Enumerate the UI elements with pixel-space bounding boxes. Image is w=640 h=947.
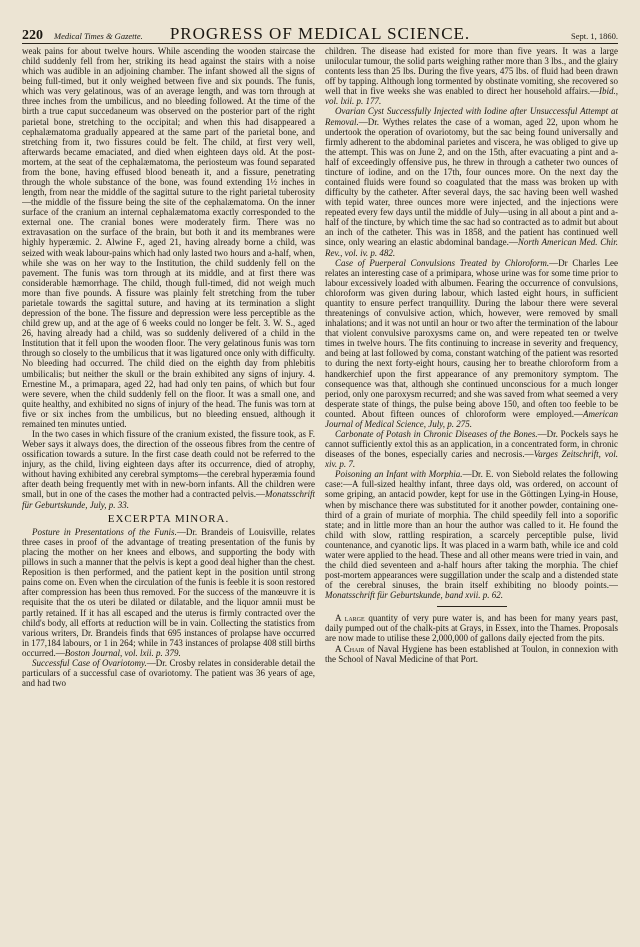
paragraph: Carbonate of Potash in Chronic Diseases of the Bones.—Dr. Pockels says he cannot sufficiently extol this as an application, in a concentrated form, in chronic diseases of the bones, especially caries and necrosis.—Varges Zeitschrift, vol. xiv. p. 7. [325,428,618,470]
paragraph: Poisoning an Infant with Morphia.—Dr. E. von Siebold relates the following case:—A full-sized healthy infant, three days old, was ordered, on account of some griping, an antacid powder, kept for use in the Göttingen Lying-in House, when by mischance there was substituted for it another powder, containing one-third of a grain of muriate of morphia. The child speedily fell into a soporific state; and in little more than an hour the author was called to it. He found the child with slow, rattling respiration, a scarcely perceptible pulse, livid countenance, and cyanotic lips. It was placed in a warm bath, while ice and cold water were applied to the head. These and all other means were tried in vain, and the child died seventeen and a-half hours after taking the morphia. The chief post-mortem appearances were suggillation under the scalp and a distended state of the cerebral sinuses, the brain itself exhibiting no bloody points.—Monatsschrift für Geburtskunde, band xvii. p. 62. [325,469,618,601]
item-title: Poisoning an Infant with Morphia. [335,469,463,480]
section-divider [437,606,507,607]
citation: Ibid., vol. lxii. p. 177. [325,86,618,107]
citation: North American Med. Chir. Rev., vol. iv. p. 482. [325,237,618,258]
right-column [325,46,618,939]
left-column [22,46,315,939]
page-header [22,22,618,44]
paragraph: A Chair of Naval Hygiene has been established at Toulon, in connexion with the School of Naval Medicine of that Port. [325,643,618,664]
page-number: 220 [22,28,43,43]
citation: American Journal of Medical Science, July, p. 275. [325,408,618,429]
lead-in: A large [335,613,365,624]
item-title: Posture in Presentations of the Funis. [32,526,177,537]
citation: Boston Journal, vol. lxii. p. 379. [64,647,181,658]
paragraph: In the two cases in which fissure of the cranium existed, the fissure took, as F. Weber says it always does, the direction of the osseous fibres from the centre of ossification towards a suture. In the first case death could not be referred to the injury, as the child, living eighteen days after its occurrence, died of atrophy, without having exhibited any cerebral symptoms—the cerebral hyperæmia found after death being frequently met with in new-born infants. All the children were small, but in one of the cases the mother had a contracted pelvis.—Monatsschrift für Geburtskunde, July, p. 33. [22,428,315,510]
item-title: Carbonate of Potash in Chronic Diseases of the Bones. [335,428,538,439]
paragraph: children. The disease had existed for more than five years. It was a large unilocular tumour, the solid parts weighing rather more than 3 lbs., and the glairy contents less than 25 lbs. During the five years, 475 lbs. of fluid had been drawn off by tapping. Although long tormented by obstinate vomiting, she recovered so well that in five weeks she was enabled to direct her household affairs.—Ibid., vol. lxii. p. 177. [325,46,618,107]
lead-in: A Chair [335,643,365,654]
paragraph: Case of Puerperal Convulsions Treated by Chloroform.—Dr Charles Lee relates an interesting case of a primipara, whose urine was for some time prior to labour excessively loaded with albumen. Fearing the occurrence of convulsions, chloroform was given during labour, which lasted eight hours, in sufficient quantity to ensure perfect tranquillity. During the labour there were several threatenings of convulsive action, which, however, were removed by small inhalations; and it was not until an hour or two after the termination of the labour that violent convulsive paroxysms came on, and were repeated ten or twelve times in twelve hours. The fits continuing to increase in severity and frequency, and being at last followed by coma, constant watching of the patient was resorted to during the next forty-eight hours, causing her to breathe chloroform from a handkerchief upon the first appearance of any premonitory symptom. The consequence was that, although she continued unconscious for a much longer period, only one paroxysm recurred; and she was saved from what seemed a very desperate state of things, the pulse being above 150, and often too feeble to be counted. About fifteen ounces of chloroform were employed.—American Journal of Medical Science, July, p. 275. [325,257,618,429]
item-title: Successful Case of Ovariotomy. [32,657,147,668]
item-title: Ovarian Cyst Successfully Injected with Iodine after Unsuccessful Attempt at Removal. [325,106,618,127]
citation: Varges Zeitschrift, vol. xiv. p. 7. [325,449,618,470]
section-heading: EXCERPTA MINORA. [107,512,230,525]
paragraph: Successful Case of Ovariotomy.—Dr. Crosby relates in considerable detail the particulars of a successful case of ovariotomy. The patient was 36 years of age, and had two [22,657,315,689]
publication-name: Medical Times & Gazette. [54,31,143,41]
issue-date: Sept. 1, 1860. [571,31,618,41]
paragraph: A large quantity of very pure water is, and has been for many years past, daily pumped out of the chalk-pits at Grays, in Essex, into the Thames. Proposals are now made to utilise these 2,000,000 of gallons daily ejected from the pits. [325,613,618,644]
paragraph: Ovarian Cyst Successfully Injected with Iodine after Unsuccessful Attempt at Removal.—Dr. Wythes relates the case of a woman, aged 22, upon whom he undertook the operation of ovariotomy, but the sac being found universally and firmly adherent to the abdominal parietes and viscera, he was obliged to give up the attempt. This was on June 2, and on the 15th, after evacuating a pint and a-half of exceedingly offensive pus, he threw in through a catheter two ounces of tincture of iodine, and on the 17th, four ounces more. On the next day the contained fluids were found so coagulated that the mass was broken up with difficulty by the catheter. After several days, the sac having been well washed with tepid water, three ounces more were injected, and the injections were repeated every few days until the middle of July—using in all about a pint and a-half of the tincture, by which time the sac had so contracted as to admit but about an inch of the catheter. This was in 1858, and the patient has continued well since, only wearing an elastic abdominal bandage.—North American Med. Chir. Rev., vol. iv. p. 482. [325,106,618,258]
header-rule [22,43,618,44]
text-columns [22,46,618,939]
paragraph: weak pains for about twelve hours. While ascending the wooden staircase the child suddenly fell from her, striking its head against the stairs with a noise which was audible in an adjoining chamber. The infant showed all the signs of being full-timed, but it only weighed between five and six pounds. The funis, which was very gelatinous, was of an average length, and was torn through at three inches from the umbilicus, and no bleeding followed. At the time of the birth a true caput succedaneum was observed on the posterior part of the right parietal bone, stretching to the occipital; and when this had disappeared a cephalæmatoma gradually appeared at the same part of the parietal bone, and stretching from it, two fissures could be felt. The child, at first very well, afterwards became emaciated, and died when eighteen days old. At the post-mortem, at the seat of the cephalæmatoma, the periosteum was found separated from the bone, having effused blood beneath it, and a fissure, penetrating through the whole substance of the bone, was found extending 1½ inches in length, from near the middle of the sagittal suture to the right parietal tuberosity—the middle of the fissure being the site of the cephalæmatoma. On the inner surface of the cranium an internal cephalæmatoma exactly corresponded to the external one. The cranial bones were moderately firm. There was no extravasation on the surface of the brain, but both it and its membranes were highly hyperæmic. 2. Alwine F., aged 21, having already borne a child, was seized with weak labour-pains which had only lasted two hours and a-half, when, while she was on her way to the Institution, the child suddenly fell on the pavement. The funis was torn through at its middle, and at first there was considerable hæmorrhage. The child, though full-timed, did not weigh much more than five pounds. A fissure was plainly felt stretching from the tuber parietale towards the sagittal suture, and having at its termination a slight depression of the bone. The fissure and depression were less perceptible as the child grew up, and at the age of 6 weeks could no longer be felt. 3. W. S., aged 26, having already had a child, was so suddenly delivered of a child in the Institution that it fell upon the wooden floor. The very gelatinous funis was torn through so closely to the umbilicus that it was ligatured once only with difficulty. No bleeding had occurred. The child died on the eighth day from phlebitis umbilicalis; but neither the skull or the brain exhibited any signs of injury. 4. Ernestine M., a primapara, aged 22, had had only ten pains, of which but four were severe, when the child suddenly fell on the floor. It was a small one, and quite healthy, and exhibited no signs of injury of the head. The funis was torn at five or six inches from the umbilicus, but no bleeding ensued, although it remained ten minutes untied. [22,46,315,429]
citation: Monatsschrift für Geburtskunde, July, p. 33. [22,489,315,510]
citation: Monatsschrift für Geburtskunde, band xvii. p. 62. [325,590,503,601]
paragraph: Posture in Presentations of the Funis.—Dr. Brandeis of Louisville, relates three cases in proof of the advantage of treating presentation of the funis by placing the mother on her knees and elbows, and supporting the body with pillows in such a manner that the pelvis is kept a good deal higher than the chest. Reposition is then performed, and the patient kept in the position until strong pains come on. Even when the circulation of the funis is feeble it is soon restored after compression has been thus removed. For the success of the manœuvre it is requisite that the os uteri be dilated or dilatable, and the liquor amnii must be partly retained. If it has all escaped and the uterus is firmly contracted over the child's body, all efforts at reduction will be in vain. Collecting the statistics from various writers, Dr. Brandeis finds that 695 instances of prolapse have occurred in 177,184 labours, or 1 in 264; while in 743 instances of prolapse 408 still births occurred.—Boston Journal, vol. lxii. p. 379. [22,526,315,658]
page-title: PROGRESS OF MEDICAL SCIENCE. [169,24,471,43]
item-title: Case of Puerperal Convulsions Treated by Chloroform. [335,257,550,268]
